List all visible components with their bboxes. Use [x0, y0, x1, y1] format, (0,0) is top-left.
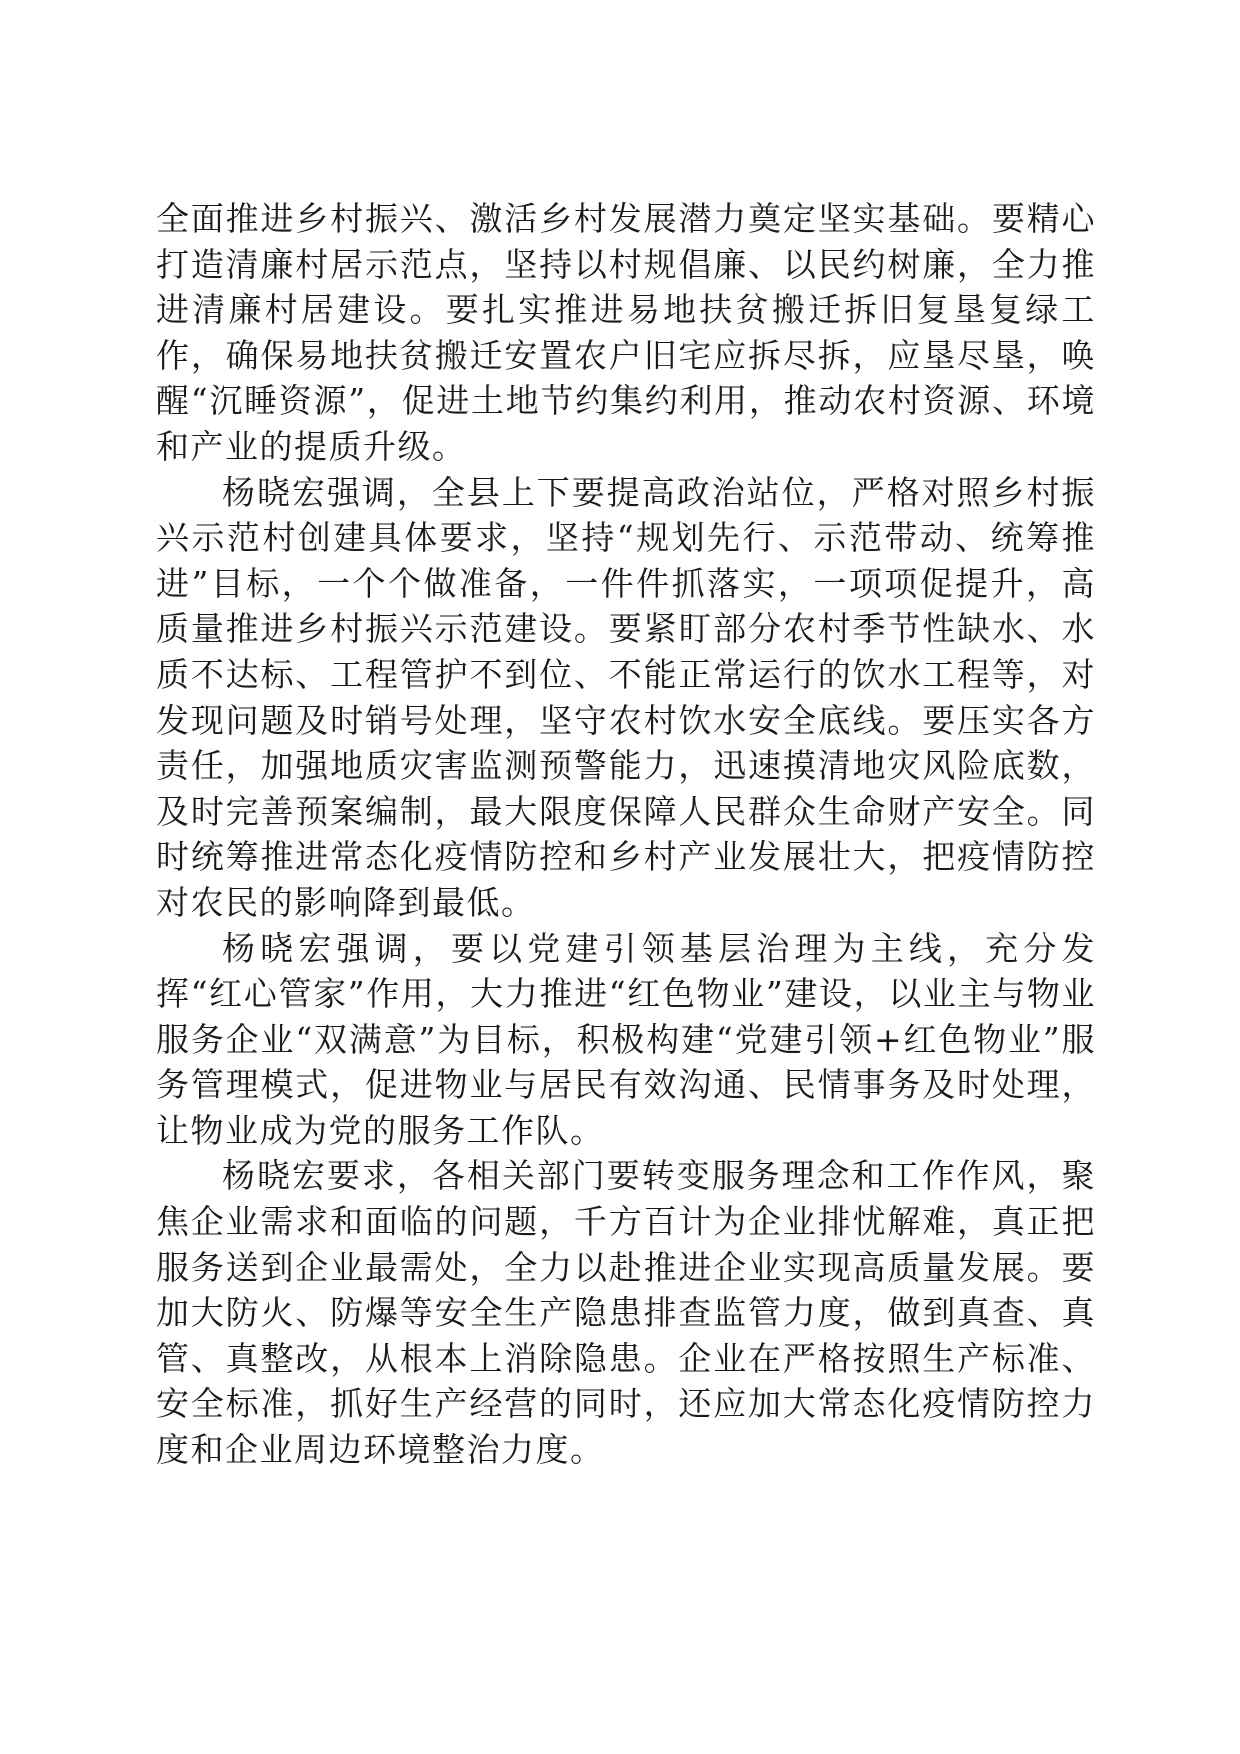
paragraph-2: 杨晓宏强调，全县上下要提高政治站位，严格对照乡村振兴示范村创建具体要求，坚持“规划先行、示范带动、统筹推进”目标，一个个做准备，一件件抓落实，一项项促提升，高质量推进乡村振兴示范建设。要紧盯部分农村季节性缺水、水质不达标、工程管护不到位、不能正常运行的饮水工程等，对发现问题及时销号处理，坚守农村饮水安全底线。要压实各方责任，加强地质灾害监测预警能力，迅速摸清地灾风险底数，及时完善预案编制，最大限度保障人民群众生命财产安全。同时统筹推进常态化疫情防控和乡村产业发展壮大，把疫情防控对农民的影响降到最低。	[156, 472, 1096, 922]
paragraph-3: 杨晓宏强调，要以党建引领基层治理为主线，充分发挥“红心管家”作用，大力推进“红色物业”建设，以业主与物业服务企业“双满意”为目标，积极构建“党建引领+红色物业”服务管理模式，促进物业与居民有效沟通、民情事务及时处理，让物业成为党的服务工作队。	[156, 928, 1096, 1150]
document-body	[156, 196, 1096, 1473]
paragraph-4: 杨晓宏要求，各相关部门要转变服务理念和工作作风，聚焦企业需求和面临的问题，千方百计为企业排忧解难，真正把服务送到企业最需处，全力以赴推进企业实现高质量发展。要加大防火、防爆等安全生产隐患排查监管力度，做到真查、真管、真整改，从根本上消除隐患。企业在严格按照生产标准、安全标准，抓好生产经营的同时，还应加大常态化疫情防控力度和企业周边环境整治力度。	[156, 1156, 1096, 1470]
paragraph-1: 全面推进乡村振兴、激活乡村发展潜力奠定坚实基础。要精心打造清廉村居示范点，坚持以村规倡廉、以民约树廉，全力推进清廉村居建设。要扎实推进易地扶贫搬迁拆旧复垦复绿工作，确保易地扶贫搬迁安置农户旧宅应拆尽拆，应垦尽垦，唤醒“沉睡资源”，促进土地节约集约利用，推动农村资源、环境和产业的提质升级。	[156, 199, 1096, 466]
